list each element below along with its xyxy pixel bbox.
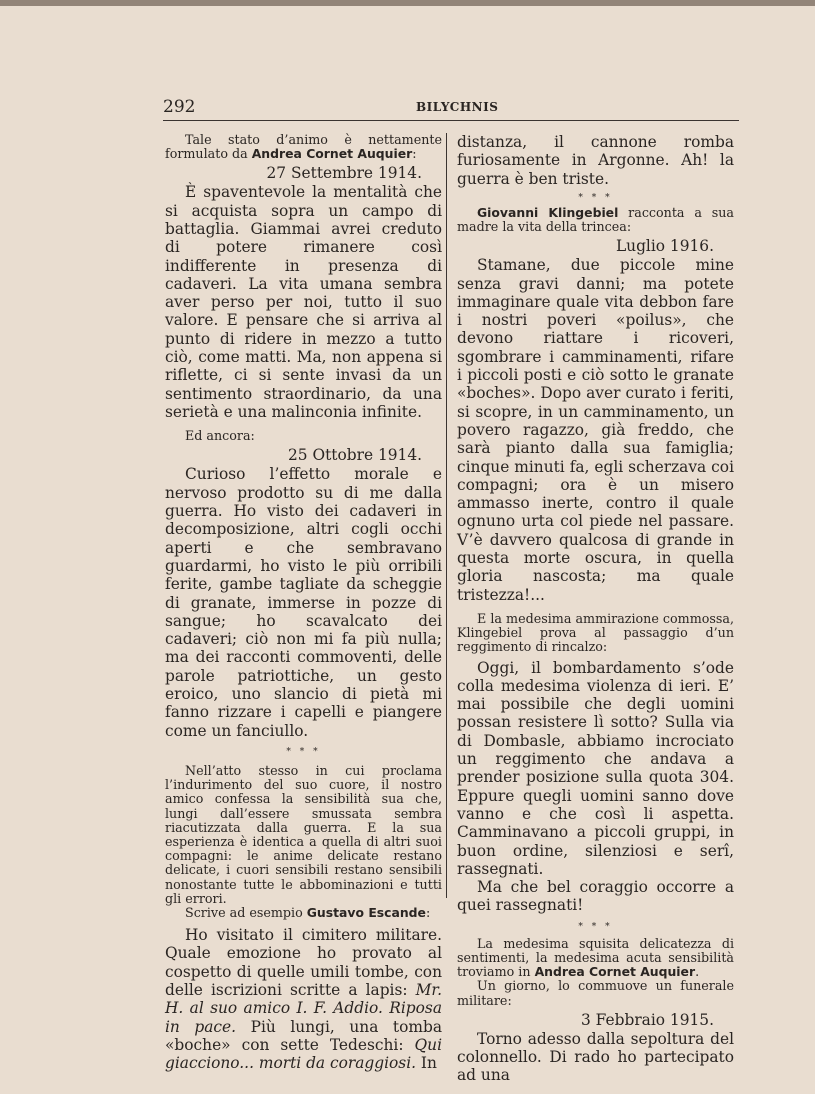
intro-paragraph: Ed ancora:: [185, 428, 255, 444]
letter-date: 25 Ottobre 1914.: [288, 446, 422, 465]
column-divider: [446, 133, 447, 898]
quote-paragraph: Stamane, due piccole mine senza gravi danni; ma potete immaginare quale vita debbon fare i nostri poveri «poilus», che devono riattare i ricoveri, sgombrare i camminamenti, rifare i piccoli posti e ciò sotto le granate «boches». Dopo aver curato i feriti, si scopre, in un camminamento, un povero ragazzo, già freddo, che sarà pianto dalla sua famiglia; cinque minuti fa, egli scherzava coi compagni; ora è un misero ammasso inerte, contro il quale ognuno urta col piede nel passare. V’è davvero qualcosa di grande in questa morte oscura, in quella gloria nascosta; ma quale tristezza!...: [457, 256, 734, 604]
quote-text: Più lungi, una tomba «boche» con sette Tedeschi:: [165, 1017, 443, 1054]
intro-text: Tale stato d’animo è nettamente formulato da: [165, 132, 442, 162]
intro-text: Scrive ad esempio: [185, 904, 307, 920]
quote-paragraph: Curioso l’effetto morale e nervoso prodotto su di me dalla guerra. Ho visto dei cadaveri in decomposizione, altri cogli occhi aperti e che sembravano guardarmi, ho visto le più orribili ferite, gambe tagliate da scheggie di granate, immerse in pozze di sangue; ho scavalcato dei cadaveri; ciò non mi fa più nulla; ma dei racconti commoventi, delle parole patriottiche, un gesto eroico, uno slancio di pietà mi fanno rizzare i capelli e piangere come un fanciullo.: [165, 465, 442, 740]
quote-paragraph: Ma che bel coraggio occorre a quei rassegnati!: [457, 878, 734, 915]
running-title: BILYCHNIS: [416, 100, 499, 114]
inscription-text: Qui giacciono... morti da coraggiosi.: [165, 1035, 442, 1073]
quote-paragraph: Oggi, il bombardamento s’ode colla medesima violenza di ieri. E’ mai possibile che degli uomini possan resistere lì sotto? Sulla via di Dombasle, abbiamo incrociato un reggimento che andava a prender posizione sulla quota 304. Eppure quegli uomini sanno dove vanno e che così li aspetta. Camminavano a piccoli gruppi, in buon ordine, silenziosi e serî, rassegnati.: [457, 658, 734, 878]
left-column: [165, 133, 442, 1073]
section-separator: * * *: [578, 921, 613, 932]
quote-paragraph: [165, 926, 442, 1072]
intro-paragraph: [165, 906, 442, 920]
letter-date: Luglio 1916.: [615, 237, 714, 256]
right-column: [457, 133, 734, 1085]
commentary-paragraph: Nell’atto stesso in cui proclama l’indurimento del suo cuore, il nostro amico confessa la sensibilità sua che, lungi dall’essere smussata sembra riacutizzata dalla guerra. E la sua esperienza è identica a quella di altri suoi compagni: le anime delicate restano delicate, i cuori sensibili restano sensibili nonostante tutte le abbominazioni e tutti gli errori.: [165, 762, 442, 906]
author-name: Giovanni Klingebiel: [477, 204, 619, 220]
section-separator: * * *: [578, 192, 613, 203]
commentary-paragraph: [457, 937, 734, 980]
letter-date: 3 Febbraio 1915.: [580, 1010, 714, 1029]
commentary-end: .: [695, 964, 700, 980]
page-header: [163, 97, 739, 117]
quote-text: Ho visitato il cimitero militare. Quale emozione ho provato al cospetto di quelle umili tombe, con delle iscrizioni scritte a lapis:: [165, 926, 442, 1000]
page-top-edge: [0, 0, 815, 6]
intro-end: :: [412, 146, 417, 162]
section-separator: * * *: [286, 746, 321, 757]
intro-end: :: [425, 904, 431, 920]
quote-paragraph: È spaventevole la mentalità che si acquista sopra un campo di battaglia. Giammai avrei creduto di potere rimanere così indifferente in presenza di cadaveri. La vita umana sembra aver perso per noi, tutto il suo valore. E pensare che si arriva al punto di ridere in mezzo a tutto ciò, come matti. Ma, non appena si riflette, ci si sente invasi da un sentimento straordinario, da una serietà e una malinconia infinite.: [165, 183, 442, 421]
author-name: Andrea Cornet Auquier: [534, 964, 696, 980]
commentary-paragraph: E la medesima ammirazione commossa, Klingebiel prova al passaggio d’un reggimento di rincalzo:: [457, 610, 734, 655]
quote-text: In: [416, 1054, 437, 1073]
intro-paragraph: [457, 206, 734, 234]
commentary-text: La medesima squisita delicatezza di sentimenti, la medesima acuta sensibilità troviamo in: [457, 935, 734, 980]
intro-paragraph: Un giorno, lo commuove un funerale militare:: [457, 978, 734, 1008]
letter-date: 27 Settembre 1914.: [266, 164, 422, 183]
intro-paragraph: [165, 133, 442, 161]
inscription-text: Mr. H. al suo amico I. F. Addio. Riposa in pace.: [165, 981, 442, 1036]
author-name: Andrea Cornet Auquier: [251, 146, 413, 162]
intro-text: racconta a sua madre la vita della trincea:: [457, 204, 734, 235]
quote-paragraph: Torno adesso dalla sepoltura del colonnello. Di rado ho partecipato ad una: [457, 1029, 734, 1085]
author-name: Gustavo Escande: [306, 904, 426, 920]
page-number: 292: [163, 97, 196, 117]
header-rule: [163, 120, 739, 121]
quote-paragraph: distanza, il cannone romba furiosamente in Argonne. Ah! la guerra è ben triste.: [457, 133, 734, 188]
